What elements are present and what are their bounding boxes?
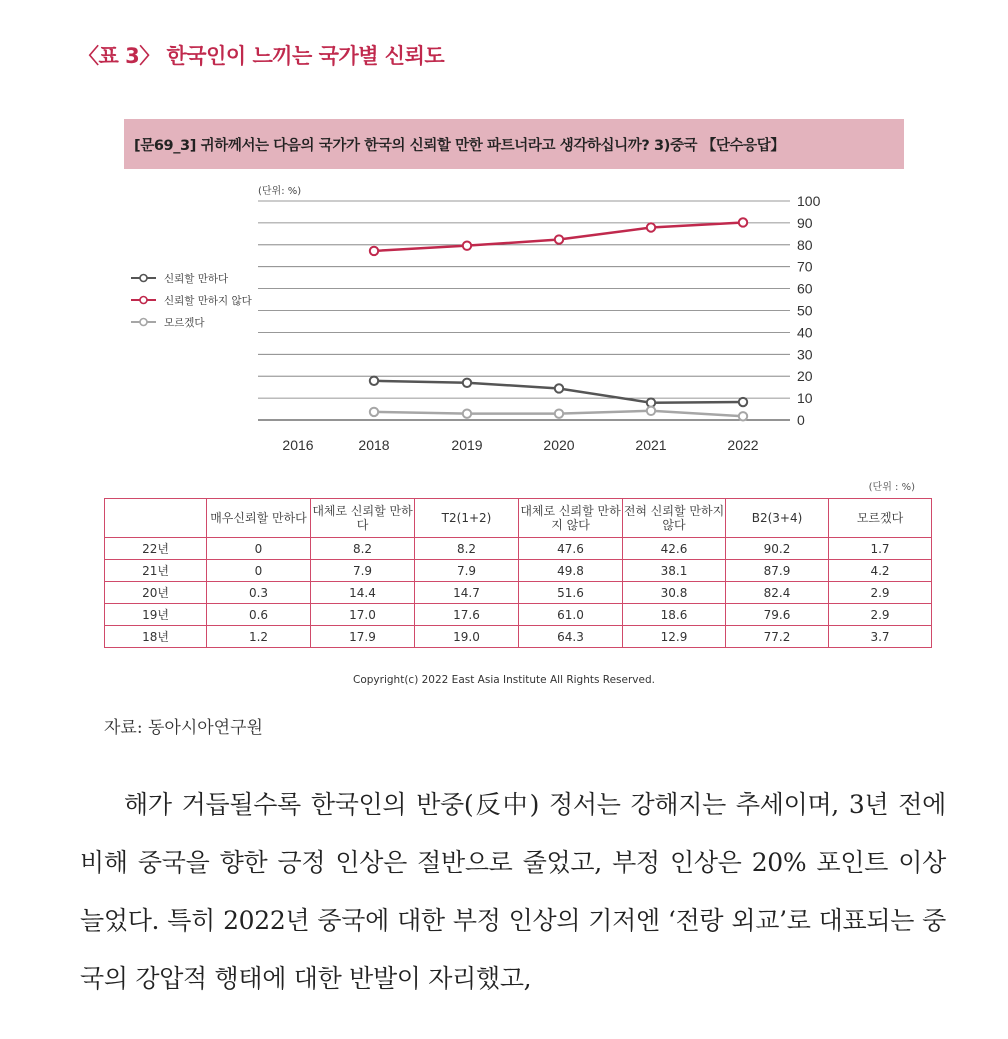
- x-tick-label: 2021: [635, 437, 667, 453]
- table-cell: 8.2: [311, 538, 415, 560]
- y-tick-label: 0: [797, 412, 805, 428]
- y-tick-label: 60: [797, 280, 813, 297]
- table-cell: 8.2: [415, 538, 519, 560]
- table-cell: 47.6: [519, 538, 623, 560]
- table-cell: 51.6: [519, 582, 623, 604]
- data-point: [370, 408, 378, 416]
- table-cell: 61.0: [519, 604, 623, 626]
- x-tick-label: 2018: [358, 437, 390, 453]
- data-point: [370, 377, 378, 385]
- source-note: 자료: 동아시아연구원: [104, 718, 263, 738]
- legend-swatch-marker: [140, 297, 147, 304]
- table-cell: 17.0: [311, 604, 415, 626]
- table-cell: 38.1: [623, 560, 726, 582]
- table-unit-label: (단위 : %): [868, 482, 915, 493]
- table-cell: 20년: [105, 582, 207, 604]
- table-header-cell: B2(3+4): [726, 499, 829, 538]
- data-point: [463, 409, 471, 417]
- legend-swatch-marker: [140, 275, 147, 282]
- table-cell: 17.9: [311, 626, 415, 648]
- data-point: [370, 247, 378, 255]
- table-row: [105, 538, 932, 560]
- table-cell: 14.4: [311, 582, 415, 604]
- data-point: [463, 379, 471, 387]
- data-point: [647, 407, 655, 415]
- table-row: [105, 560, 932, 582]
- legend-label: 신뢰할 만하지 않다: [164, 295, 252, 307]
- table-header-row: [105, 499, 932, 538]
- table-cell: 4.2: [829, 560, 932, 582]
- table-cell: 18년: [105, 626, 207, 648]
- table-cell: 12.9: [623, 626, 726, 648]
- trust-line-chart: [0, 180, 1008, 470]
- table-cell: 21년: [105, 560, 207, 582]
- x-tick-label: 2019: [451, 437, 483, 453]
- table-header-cell: [105, 499, 207, 538]
- table-cell: 2.9: [829, 582, 932, 604]
- table-cell: 1.2: [207, 626, 311, 648]
- table-cell: 79.6: [726, 604, 829, 626]
- data-point: [739, 412, 747, 420]
- table-cell: 0: [207, 560, 311, 582]
- table-header-cell: 매우신뢰할 만하다: [207, 499, 311, 538]
- x-tick-label: 2022: [727, 437, 759, 453]
- body-paragraph: [80, 776, 946, 1008]
- table-cell: 19.0: [415, 626, 519, 648]
- table-cell: 22년: [105, 538, 207, 560]
- table-row: [105, 582, 932, 604]
- table-cell: 77.2: [726, 626, 829, 648]
- table-cell: 82.4: [726, 582, 829, 604]
- trust-data-table: [104, 498, 932, 648]
- data-point: [555, 409, 563, 417]
- legend-label: 신뢰할 만하다: [164, 273, 229, 285]
- copyright-notice: Copyright(c) 2022 East Asia Institute All Rights Reserved.: [353, 674, 655, 686]
- y-tick-label: 50: [797, 302, 813, 319]
- table-caption-title: 〈표 3〉 한국인이 느끼는 국가별 신뢰도: [78, 44, 445, 68]
- y-tick-label: 40: [797, 324, 813, 341]
- table-row: [105, 604, 932, 626]
- data-point: [463, 241, 471, 249]
- table-cell: 1.7: [829, 538, 932, 560]
- table-header-cell: 전혀 신뢰할 만하지 않다: [623, 499, 726, 538]
- table-row: [105, 626, 932, 648]
- table-cell: 0.3: [207, 582, 311, 604]
- data-point: [555, 384, 563, 392]
- survey-question-text: [문69_3] 귀하께서는 다음의 국가가 한국의 신뢰할 만한 파트너라고 생각하십니까? 3)중국 【단수응답】: [134, 137, 785, 154]
- table-header-cell: T2(1+2): [415, 499, 519, 538]
- table-header-cell: 모르겠다: [829, 499, 932, 538]
- table-cell: 2.9: [829, 604, 932, 626]
- table-cell: 0: [207, 538, 311, 560]
- table-cell: 19년: [105, 604, 207, 626]
- table-cell: 7.9: [311, 560, 415, 582]
- x-tick-label: 2016: [282, 437, 314, 453]
- table-cell: 0.6: [207, 604, 311, 626]
- data-point: [555, 235, 563, 243]
- y-tick-label: 10: [797, 390, 813, 407]
- y-tick-label: 30: [797, 346, 813, 363]
- data-point: [647, 223, 655, 231]
- table-header-cell: 대체로 신뢰할 만하다: [311, 499, 415, 538]
- data-point: [739, 218, 747, 226]
- table-cell: 30.8: [623, 582, 726, 604]
- table-cell: 42.6: [623, 538, 726, 560]
- y-tick-label: 90: [797, 214, 813, 231]
- y-tick-label: 20: [797, 368, 813, 385]
- table-cell: 87.9: [726, 560, 829, 582]
- table-cell: 49.8: [519, 560, 623, 582]
- y-tick-label: 100: [797, 193, 821, 209]
- survey-question-banner: [124, 119, 904, 169]
- x-tick-label: 2020: [543, 437, 575, 453]
- table-cell: 90.2: [726, 538, 829, 560]
- chart-unit-label: (단위: %): [258, 186, 302, 197]
- table-cell: 14.7: [415, 582, 519, 604]
- table-cell: 64.3: [519, 626, 623, 648]
- table-cell: 17.6: [415, 604, 519, 626]
- y-tick-label: 70: [797, 258, 813, 275]
- table-header-cell: 대체로 신뢰할 만하지 않다: [519, 499, 623, 538]
- legend-label: 모르겠다: [164, 317, 205, 329]
- y-tick-label: 80: [797, 236, 813, 253]
- data-point: [739, 398, 747, 406]
- body-paragraph-text: 해가 거듭될수록 한국인의 반중(反中) 정서는 강해지는 추세이며, 3년 전에 비해 중국을 향한 긍정 인상은 절반으로 줄었고, 부정 인상은 20% 포인트 이상 늘었다. 특히 2022년 중국에 대한 부정 인상의 기저엔 ‘전랑 외교’로 대표되는 중국의 강압적 행태에 대한 반발이 자리했고,: [80, 790, 946, 993]
- table-cell: 3.7: [829, 626, 932, 648]
- table-cell: 18.6: [623, 604, 726, 626]
- table-cell: 7.9: [415, 560, 519, 582]
- legend-swatch-marker: [140, 319, 147, 326]
